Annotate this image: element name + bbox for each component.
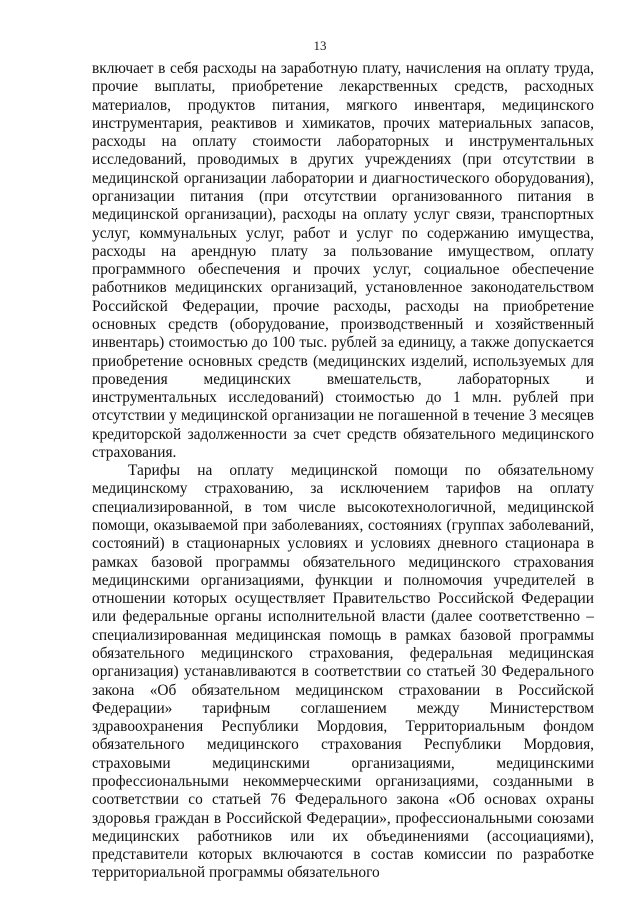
paragraph-expenses: включает в себя расходы на заработную плату, начисления на оплату труда, прочие выплаты, приобретение лекарственных средств, расходных материалов, продуктов питания, мягкого инвентаря, медицинского инструментария, реактивов и химикатов, прочих материальных запасов, расходы на оплату стоимости лабораторных и инструментальных исследований, проводимых в других учреждениях (при отсутствии в медицинской организации лаборатории и диагностического оборудования), организации питания (при отсутствии организованного питания в медицинской организации), расходы на оплату услуг связи, транспортных услуг, коммунальных услуг, работ и услуг по содержанию имущества, расходы на арендную плату за пользование имуществом, оплату программного обеспечения и прочих услуг, социальное обеспечение работников медицинских организаций, установленное законодательством Российской Федерации, прочие расходы, расходы на приобретение основных средств (оборудование, производственный и хозяйственный инвентарь) стоимостью до 100 тыс. рублей за единицу, а также допускается приобретение основных средств (медицинских изделий, используемых для проведения медицинских вмешательств, лабораторных и инструментальных исследований) стоимостью до 1 млн. рублей при отсутствии у медицинской организации не погашенной в течение 3 месяцев кредиторской задолженности за счет средств обязательного медицинского страхования. [92, 60, 594, 461]
page-number: 13 [313, 38, 327, 53]
paragraph-tariffs: Тарифы на оплату медицинской помощи по обязательному медицинскому страхованию, за исключением тарифов на оплату специализированной, в том числе высокотехнологичной, медицинской помощи, оказываемой при заболеваниях, состояниях (группах заболеваний, состояний) в стационарных условиях и условиях дневного стационара в рамках базовой программы обязательного медицинского страхования медицинскими организациями, функции и полномочия учредителей в отношении которых осуществляет Правительство Российской Федерации или федеральные органы исполнительной власти (далее соответственно – специализированная медицинская помощь в рамках базовой программы обязательного медицинского страхования, федеральная медицинская организация) устанавливаются в соответствии со статьей 30 Федерального закона «Об обязательном медицинском страховании в Российской Федерации» тарифным соглашением между Министерством здравоохранения Республики Мордовия, Территориальным фондом обязательного медицинского страхования Республики Мордовия, страховыми медицинскими организациями, медицинскими профессиональными некоммерческими организациями, созданными в соответствии со статьей 76 Федерального закона «Об основах охраны здоровья граждан в Российской Федерации», профессиональными союзами медицинских работников или их объединениями (ассоциациями), представители которых включаются в состав комиссии по разработке территориальной программы обязательного [92, 462, 594, 882]
document-body [92, 60, 594, 883]
